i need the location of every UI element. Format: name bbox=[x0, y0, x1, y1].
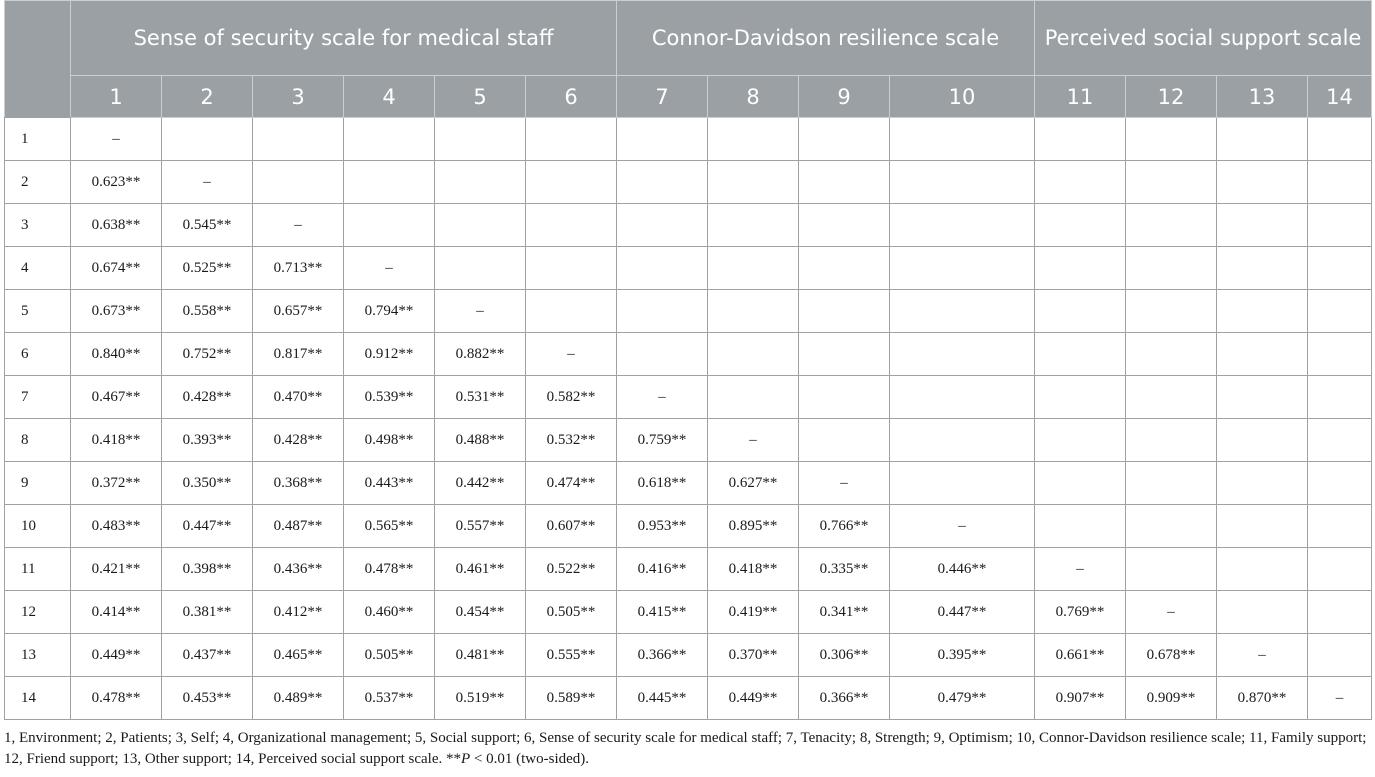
table-row bbox=[5, 548, 1372, 591]
correlation-cell: – bbox=[162, 161, 253, 204]
correlation-cell: 0.618** bbox=[617, 462, 708, 505]
table-row bbox=[5, 204, 1372, 247]
correlation-cell: 0.372** bbox=[71, 462, 162, 505]
correlation-cell: 0.428** bbox=[162, 376, 253, 419]
correlation-cell bbox=[526, 290, 617, 333]
correlation-cell bbox=[435, 161, 526, 204]
row-label: 13 bbox=[5, 634, 71, 677]
correlation-cell: 0.525** bbox=[162, 247, 253, 290]
table-row bbox=[5, 634, 1372, 677]
correlation-cell bbox=[617, 118, 708, 161]
row-label: 11 bbox=[5, 548, 71, 591]
correlation-cell bbox=[1035, 118, 1126, 161]
correlation-cell: – bbox=[617, 376, 708, 419]
correlation-cell bbox=[1217, 548, 1308, 591]
correlation-cell: 0.421** bbox=[71, 548, 162, 591]
correlation-cell bbox=[1035, 462, 1126, 505]
correlation-cell: 0.341** bbox=[799, 591, 890, 634]
correlation-cell bbox=[1308, 333, 1372, 376]
correlation-cell bbox=[435, 247, 526, 290]
row-label: 2 bbox=[5, 161, 71, 204]
correlation-cell bbox=[708, 376, 799, 419]
correlation-cell: 0.350** bbox=[162, 462, 253, 505]
footnote-text: 1, Environment; 2, Patients; 3, Self; 4, Organizational management; 5, Social support; 6, Sense of security scale for medical staff; 7, Tenacity; 8, Strength; 9, Optimism; 10, Connor-Davidson resilience scale; 11, Family support; 12, Friend support; 13, Other support; 14, Perceived social support scale. ** bbox=[4, 730, 1367, 767]
correlation-cell bbox=[1217, 290, 1308, 333]
correlation-cell: 0.565** bbox=[344, 505, 435, 548]
correlation-table bbox=[4, 0, 1372, 720]
table-row bbox=[5, 333, 1372, 376]
correlation-cell: 0.766** bbox=[799, 505, 890, 548]
correlation-cell bbox=[526, 118, 617, 161]
correlation-cell bbox=[253, 118, 344, 161]
correlation-cell: 0.442** bbox=[435, 462, 526, 505]
correlation-cell bbox=[799, 290, 890, 333]
group-header-security: Sense of security scale for medical staff bbox=[71, 1, 617, 76]
correlation-cell: 0.661** bbox=[1035, 634, 1126, 677]
column-number-header: 12 bbox=[1126, 76, 1217, 118]
column-number-header: 5 bbox=[435, 76, 526, 118]
correlation-cell: 0.449** bbox=[708, 677, 799, 720]
correlation-cell: 0.418** bbox=[71, 419, 162, 462]
correlation-cell bbox=[1217, 591, 1308, 634]
column-number-header: 9 bbox=[799, 76, 890, 118]
correlation-cell bbox=[1217, 161, 1308, 204]
correlation-cell: 0.909** bbox=[1126, 677, 1217, 720]
column-number-header: 8 bbox=[708, 76, 799, 118]
table-row bbox=[5, 161, 1372, 204]
correlation-cell bbox=[1217, 204, 1308, 247]
correlation-cell bbox=[1035, 419, 1126, 462]
correlation-cell bbox=[435, 204, 526, 247]
correlation-cell bbox=[890, 118, 1035, 161]
correlation-cell bbox=[1308, 462, 1372, 505]
correlation-cell bbox=[253, 161, 344, 204]
correlation-cell: 0.519** bbox=[435, 677, 526, 720]
correlation-cell bbox=[1126, 290, 1217, 333]
correlation-cell bbox=[890, 462, 1035, 505]
correlation-cell: 0.752** bbox=[162, 333, 253, 376]
correlation-cell: 0.638** bbox=[71, 204, 162, 247]
correlation-cell: 0.627** bbox=[708, 462, 799, 505]
correlation-cell bbox=[162, 118, 253, 161]
column-number-header: 2 bbox=[162, 76, 253, 118]
correlation-cell bbox=[799, 204, 890, 247]
correlation-cell bbox=[617, 333, 708, 376]
correlation-cell bbox=[1126, 376, 1217, 419]
correlation-cell: 0.398** bbox=[162, 548, 253, 591]
row-label: 12 bbox=[5, 591, 71, 634]
correlation-cell: 0.453** bbox=[162, 677, 253, 720]
correlation-cell: 0.393** bbox=[162, 419, 253, 462]
correlation-cell: 0.366** bbox=[799, 677, 890, 720]
correlation-cell: – bbox=[71, 118, 162, 161]
correlation-cell bbox=[1126, 118, 1217, 161]
correlation-cell bbox=[1126, 204, 1217, 247]
correlation-cell bbox=[344, 204, 435, 247]
correlation-cell: 0.437** bbox=[162, 634, 253, 677]
correlation-cell bbox=[890, 376, 1035, 419]
column-number-header: 1 bbox=[71, 76, 162, 118]
correlation-cell bbox=[1126, 419, 1217, 462]
correlation-cell bbox=[1217, 118, 1308, 161]
correlation-cell bbox=[1217, 247, 1308, 290]
row-label: 9 bbox=[5, 462, 71, 505]
correlation-cell: 0.674** bbox=[71, 247, 162, 290]
correlation-cell: 0.478** bbox=[71, 677, 162, 720]
correlation-cell: 0.713** bbox=[253, 247, 344, 290]
correlation-cell bbox=[890, 419, 1035, 462]
correlation-cell bbox=[1308, 548, 1372, 591]
correlation-cell bbox=[617, 161, 708, 204]
corner-cell bbox=[5, 1, 71, 118]
correlation-cell: – bbox=[435, 290, 526, 333]
correlation-cell bbox=[799, 376, 890, 419]
correlation-cell: 0.673** bbox=[71, 290, 162, 333]
correlation-cell: 0.623** bbox=[71, 161, 162, 204]
correlation-cell: – bbox=[890, 505, 1035, 548]
correlation-cell: 0.436** bbox=[253, 548, 344, 591]
correlation-cell: 0.539** bbox=[344, 376, 435, 419]
correlation-cell bbox=[526, 204, 617, 247]
row-label: 6 bbox=[5, 333, 71, 376]
correlation-cell bbox=[1308, 118, 1372, 161]
correlation-cell: 0.335** bbox=[799, 548, 890, 591]
table-header bbox=[5, 1, 1372, 118]
correlation-cell bbox=[1217, 419, 1308, 462]
correlation-cell: 0.953** bbox=[617, 505, 708, 548]
correlation-cell bbox=[799, 419, 890, 462]
column-number-row bbox=[5, 76, 1372, 118]
correlation-cell: – bbox=[1217, 634, 1308, 677]
correlation-cell bbox=[1217, 462, 1308, 505]
correlation-cell bbox=[1217, 505, 1308, 548]
correlation-cell: 0.505** bbox=[344, 634, 435, 677]
correlation-cell: 0.907** bbox=[1035, 677, 1126, 720]
correlation-cell bbox=[1126, 333, 1217, 376]
correlation-cell bbox=[526, 161, 617, 204]
correlation-cell: 0.589** bbox=[526, 677, 617, 720]
table-body bbox=[5, 118, 1372, 720]
row-label: 5 bbox=[5, 290, 71, 333]
correlation-cell: 0.306** bbox=[799, 634, 890, 677]
correlation-cell: 0.414** bbox=[71, 591, 162, 634]
correlation-cell bbox=[1308, 204, 1372, 247]
table-row bbox=[5, 462, 1372, 505]
group-header-resilience: Connor-Davidson resilience scale bbox=[617, 1, 1035, 76]
correlation-cell: 0.460** bbox=[344, 591, 435, 634]
table-row bbox=[5, 290, 1372, 333]
correlation-cell bbox=[344, 161, 435, 204]
correlation-cell: 0.545** bbox=[162, 204, 253, 247]
table-row bbox=[5, 677, 1372, 720]
correlation-cell: 0.488** bbox=[435, 419, 526, 462]
correlation-cell: – bbox=[708, 419, 799, 462]
column-number-header: 10 bbox=[890, 76, 1035, 118]
correlation-cell bbox=[799, 161, 890, 204]
correlation-cell: 0.607** bbox=[526, 505, 617, 548]
correlation-cell: 0.461** bbox=[435, 548, 526, 591]
correlation-cell: 0.478** bbox=[344, 548, 435, 591]
row-label: 1 bbox=[5, 118, 71, 161]
column-number-header: 4 bbox=[344, 76, 435, 118]
correlation-cell: 0.487** bbox=[253, 505, 344, 548]
column-number-header: 6 bbox=[526, 76, 617, 118]
footnote-tail: < 0.01 (two-sided). bbox=[470, 751, 590, 767]
correlation-cell bbox=[890, 161, 1035, 204]
table-row bbox=[5, 505, 1372, 548]
correlation-cell bbox=[708, 290, 799, 333]
correlation-cell: 0.470** bbox=[253, 376, 344, 419]
correlation-cell: 0.678** bbox=[1126, 634, 1217, 677]
correlation-cell: 0.479** bbox=[890, 677, 1035, 720]
correlation-cell bbox=[1126, 548, 1217, 591]
table-row bbox=[5, 591, 1372, 634]
correlation-cell: 0.912** bbox=[344, 333, 435, 376]
correlation-cell: 0.465** bbox=[253, 634, 344, 677]
correlation-cell bbox=[1035, 204, 1126, 247]
correlation-cell: – bbox=[1126, 591, 1217, 634]
correlation-cell bbox=[890, 290, 1035, 333]
row-label: 7 bbox=[5, 376, 71, 419]
correlation-cell bbox=[617, 204, 708, 247]
correlation-cell: 0.555** bbox=[526, 634, 617, 677]
column-number-header: 7 bbox=[617, 76, 708, 118]
correlation-cell bbox=[1035, 290, 1126, 333]
correlation-cell bbox=[1308, 634, 1372, 677]
correlation-cell: 0.522** bbox=[526, 548, 617, 591]
correlation-cell bbox=[1126, 505, 1217, 548]
correlation-cell: 0.428** bbox=[253, 419, 344, 462]
table-row bbox=[5, 118, 1372, 161]
table-row bbox=[5, 419, 1372, 462]
correlation-cell: 0.895** bbox=[708, 505, 799, 548]
correlation-cell: 0.531** bbox=[435, 376, 526, 419]
correlation-cell: – bbox=[1308, 677, 1372, 720]
table-row bbox=[5, 247, 1372, 290]
correlation-cell bbox=[1035, 505, 1126, 548]
correlation-cell bbox=[526, 247, 617, 290]
correlation-cell bbox=[1126, 161, 1217, 204]
correlation-cell: 0.366** bbox=[617, 634, 708, 677]
correlation-cell bbox=[799, 247, 890, 290]
correlation-cell bbox=[1308, 161, 1372, 204]
correlation-cell: 0.449** bbox=[71, 634, 162, 677]
row-label: 4 bbox=[5, 247, 71, 290]
correlation-cell bbox=[1035, 376, 1126, 419]
correlation-cell: 0.395** bbox=[890, 634, 1035, 677]
correlation-cell: 0.882** bbox=[435, 333, 526, 376]
column-number-header: 11 bbox=[1035, 76, 1126, 118]
correlation-cell: 0.370** bbox=[708, 634, 799, 677]
correlation-cell bbox=[1126, 462, 1217, 505]
correlation-cell bbox=[435, 118, 526, 161]
correlation-cell bbox=[617, 290, 708, 333]
row-label: 8 bbox=[5, 419, 71, 462]
correlation-cell: – bbox=[526, 333, 617, 376]
correlation-cell bbox=[1217, 376, 1308, 419]
correlation-cell bbox=[1308, 290, 1372, 333]
correlation-cell: 0.505** bbox=[526, 591, 617, 634]
correlation-cell: 0.582** bbox=[526, 376, 617, 419]
correlation-cell bbox=[1308, 591, 1372, 634]
correlation-cell bbox=[799, 118, 890, 161]
correlation-cell: 0.537** bbox=[344, 677, 435, 720]
correlation-cell bbox=[1035, 333, 1126, 376]
correlation-cell: 0.381** bbox=[162, 591, 253, 634]
correlation-cell bbox=[1035, 247, 1126, 290]
footnote-p-symbol: P bbox=[461, 751, 471, 767]
correlation-cell: 0.419** bbox=[708, 591, 799, 634]
correlation-cell: – bbox=[1035, 548, 1126, 591]
correlation-cell: 0.418** bbox=[708, 548, 799, 591]
correlation-cell bbox=[708, 333, 799, 376]
correlation-cell: – bbox=[253, 204, 344, 247]
correlation-cell: 0.481** bbox=[435, 634, 526, 677]
correlation-cell: 0.483** bbox=[71, 505, 162, 548]
correlation-cell bbox=[1126, 247, 1217, 290]
correlation-cell bbox=[799, 333, 890, 376]
correlation-cell: 0.532** bbox=[526, 419, 617, 462]
correlation-cell bbox=[1308, 505, 1372, 548]
group-header-row bbox=[5, 1, 1372, 76]
correlation-cell: 0.446** bbox=[890, 548, 1035, 591]
correlation-cell: 0.657** bbox=[253, 290, 344, 333]
correlation-cell: 0.443** bbox=[344, 462, 435, 505]
correlation-cell bbox=[1308, 247, 1372, 290]
correlation-cell bbox=[708, 247, 799, 290]
correlation-cell: 0.769** bbox=[1035, 591, 1126, 634]
correlation-cell: 0.794** bbox=[344, 290, 435, 333]
correlation-cell bbox=[1308, 376, 1372, 419]
correlation-cell: 0.412** bbox=[253, 591, 344, 634]
correlation-cell: 0.447** bbox=[890, 591, 1035, 634]
row-label: 10 bbox=[5, 505, 71, 548]
correlation-cell bbox=[1035, 161, 1126, 204]
correlation-cell: 0.447** bbox=[162, 505, 253, 548]
correlation-cell: 0.454** bbox=[435, 591, 526, 634]
correlation-cell: 0.558** bbox=[162, 290, 253, 333]
row-label: 3 bbox=[5, 204, 71, 247]
column-number-header: 3 bbox=[253, 76, 344, 118]
correlation-cell: 0.817** bbox=[253, 333, 344, 376]
table-row bbox=[5, 376, 1372, 419]
correlation-cell bbox=[890, 247, 1035, 290]
group-header-social-support: Perceived social support scale bbox=[1035, 1, 1372, 76]
correlation-cell: – bbox=[344, 247, 435, 290]
correlation-cell bbox=[890, 204, 1035, 247]
correlation-cell bbox=[890, 333, 1035, 376]
correlation-cell: 0.415** bbox=[617, 591, 708, 634]
column-number-header: 13 bbox=[1217, 76, 1308, 118]
column-number-header: 14 bbox=[1308, 76, 1372, 118]
correlation-cell: 0.870** bbox=[1217, 677, 1308, 720]
correlation-cell: 0.445** bbox=[617, 677, 708, 720]
correlation-cell: 0.416** bbox=[617, 548, 708, 591]
correlation-cell: 0.498** bbox=[344, 419, 435, 462]
correlation-cell bbox=[617, 247, 708, 290]
correlation-cell bbox=[344, 118, 435, 161]
correlation-cell bbox=[1217, 333, 1308, 376]
correlation-cell bbox=[708, 161, 799, 204]
correlation-cell: 0.489** bbox=[253, 677, 344, 720]
correlation-cell: 0.474** bbox=[526, 462, 617, 505]
correlation-cell: 0.467** bbox=[71, 376, 162, 419]
correlation-cell: 0.368** bbox=[253, 462, 344, 505]
correlation-cell bbox=[708, 204, 799, 247]
correlation-cell: 0.759** bbox=[617, 419, 708, 462]
correlation-cell: – bbox=[799, 462, 890, 505]
correlation-cell: 0.840** bbox=[71, 333, 162, 376]
table-footnote bbox=[4, 728, 1370, 770]
row-label: 14 bbox=[5, 677, 71, 720]
correlation-cell: 0.557** bbox=[435, 505, 526, 548]
correlation-cell bbox=[708, 118, 799, 161]
correlation-cell bbox=[1308, 419, 1372, 462]
